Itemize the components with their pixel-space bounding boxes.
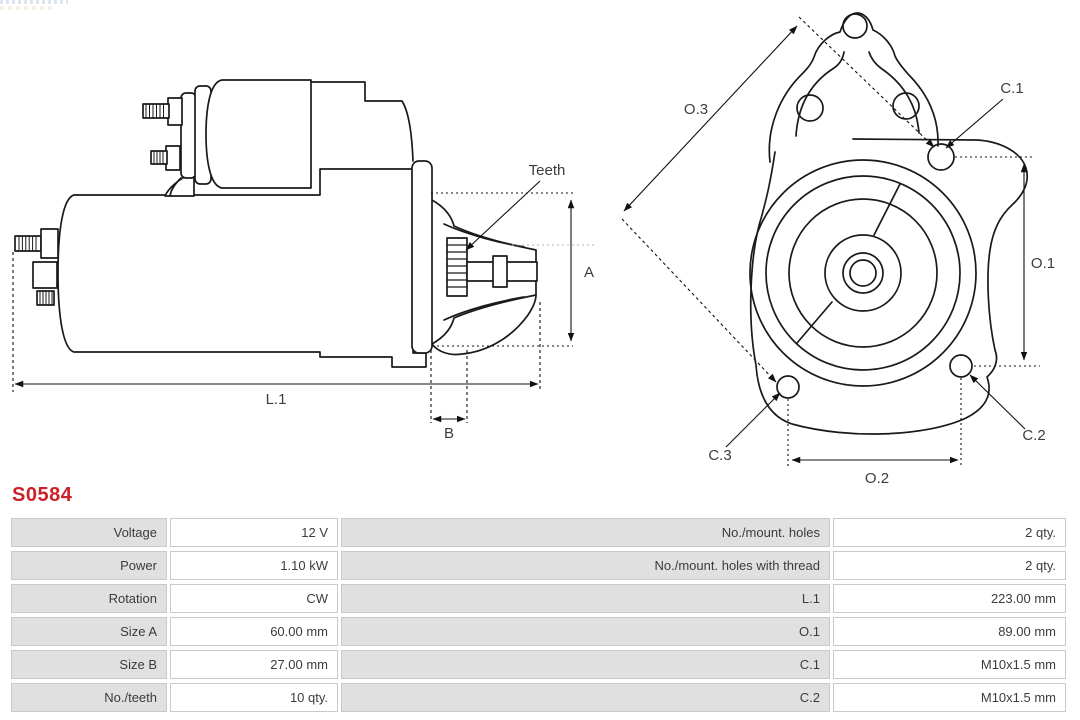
label-o3: O.3 <box>683 101 709 118</box>
label-o1: O.1 <box>1030 255 1056 272</box>
part-number: S0584 <box>12 484 73 506</box>
label-teeth: Teeth <box>528 162 566 179</box>
spec-value-cell: 1.10 kW <box>170 551 338 580</box>
label-o2: O.2 <box>864 470 890 487</box>
spec-label-cell: No./mount. holes with thread <box>341 551 830 580</box>
spec-label-cell: O.1 <box>341 617 830 646</box>
spec-value-cell: CW <box>170 584 338 613</box>
spec-value-cell: 89.00 mm <box>833 617 1066 646</box>
front-view-drawing <box>750 13 1027 434</box>
spec-value-cell: M10x1.5 mm <box>833 683 1066 712</box>
spec-value-cell: 223.00 mm <box>833 584 1066 613</box>
spec-label-cell: Rotation <box>11 584 167 613</box>
label-size-b: B <box>443 425 455 442</box>
spec-label-cell: L.1 <box>341 584 830 613</box>
spec-label-cell: C.2 <box>341 683 830 712</box>
label-c2: C.2 <box>1022 427 1046 444</box>
label-c3: C.3 <box>708 447 732 464</box>
spec-label-cell: No./teeth <box>11 683 167 712</box>
label-l1: L.1 <box>265 391 287 408</box>
spec-value-cell: 12 V <box>170 518 338 547</box>
front-view-dimensions <box>622 17 1040 466</box>
spec-table <box>11 518 1066 712</box>
spec-value-cell: 2 qty. <box>833 518 1066 547</box>
label-c1: C.1 <box>1000 80 1024 97</box>
spec-label-cell: C.1 <box>341 650 830 679</box>
spec-value-cell: 27.00 mm <box>170 650 338 679</box>
spec-value-cell: 2 qty. <box>833 551 1066 580</box>
spec-value-cell: 60.00 mm <box>170 617 338 646</box>
spec-value-cell: 10 qty. <box>170 683 338 712</box>
spec-label-cell: Size B <box>11 650 167 679</box>
spec-label-cell: Power <box>11 551 167 580</box>
spec-label-cell: Size A <box>11 617 167 646</box>
spec-label-cell: No./mount. holes <box>341 518 830 547</box>
spec-value-cell: M10x1.5 mm <box>833 650 1066 679</box>
label-size-a: A <box>584 264 595 281</box>
side-view-drawing <box>15 80 537 367</box>
spec-label-cell: Voltage <box>11 518 167 547</box>
